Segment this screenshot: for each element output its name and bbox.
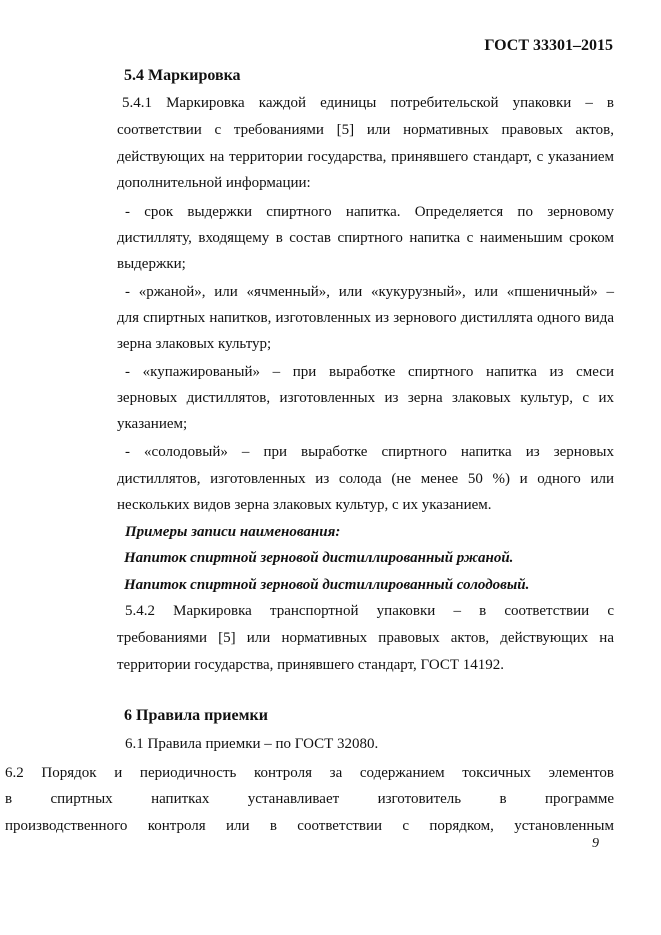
paragraph-line: требованиями [5] или нормативных правовых актов, действующих на	[117, 630, 614, 646]
paragraph-line: выдержки;	[117, 256, 186, 272]
paragraph-line: указанием;	[117, 416, 188, 432]
example-name: Напиток спиртной зерновой дистиллированный ржаной.	[124, 550, 514, 566]
paragraph-line: зерна злаковых культур;	[117, 336, 272, 352]
paragraph-line: - срок выдержки спиртного напитка. Определяется по зерновому	[125, 204, 614, 220]
paragraph-line: территории государства, принявшего стандарт, ГОСТ 14192.	[117, 657, 504, 673]
paragraph-line: дистилляту, входящему в состав спиртного напитка с наименьшим сроком	[117, 230, 614, 246]
paragraph-line: 5.4.1 Маркировка каждой единицы потребительской упаковки – в	[122, 95, 614, 111]
paragraph-line: действующих на территории государства, принявшего стандарт, с указанием	[117, 149, 614, 165]
paragraph-line: - «купажированый» – при выработке спиртного напитка из смеси	[125, 364, 614, 380]
paragraph-line: в спиртных напитках устанавливает изготовитель в программе	[5, 791, 614, 807]
paragraph-line: нескольких видов зерна злаковых культур, с их указанием.	[117, 497, 492, 513]
paragraph-line: дистиллятов, изготовленных из солода (не менее 50 %) и одного или	[117, 471, 614, 487]
paragraph-line: - «солодовый» – при выработке спиртного напитка из зерновых	[125, 444, 614, 460]
paragraph-line: для спиртных напитков, изготовленных из зернового дистиллята одного вида	[117, 310, 614, 326]
paragraph-line: дополнительной информации:	[117, 175, 311, 191]
paragraph-line: 6.1 Правила приемки – по ГОСТ 32080.	[125, 736, 379, 752]
section-heading: 6 Правила приемки	[124, 707, 268, 724]
examples-heading: Примеры записи наименования:	[125, 524, 341, 540]
paragraph-line: 5.4.2 Маркировка транспортной упаковки – в соответствии с	[125, 603, 614, 619]
section-heading: 5.4 Маркировка	[124, 67, 241, 84]
example-name: Напиток спиртной зерновой дистиллированный солодовый.	[124, 577, 530, 593]
paragraph-line: 6.2 Порядок и периодичность контроля за содержанием токсичных элементов	[5, 765, 614, 781]
page-number: 9	[592, 836, 599, 851]
paragraph-line: - «ржаной», или «ячменный», или «кукурузный», или «пшеничный» –	[125, 284, 614, 300]
paragraph-line: зерновых дистиллятов, изготовленных из зерна злаковых культур, с их	[117, 390, 614, 406]
paragraph-line: соответствии с требованиями [5] или нормативных правовых актов,	[117, 122, 614, 138]
document-header: ГОСТ 33301–2015	[484, 37, 613, 54]
paragraph-line: производственного контроля или в соответствии с порядком, установленным	[5, 818, 614, 834]
